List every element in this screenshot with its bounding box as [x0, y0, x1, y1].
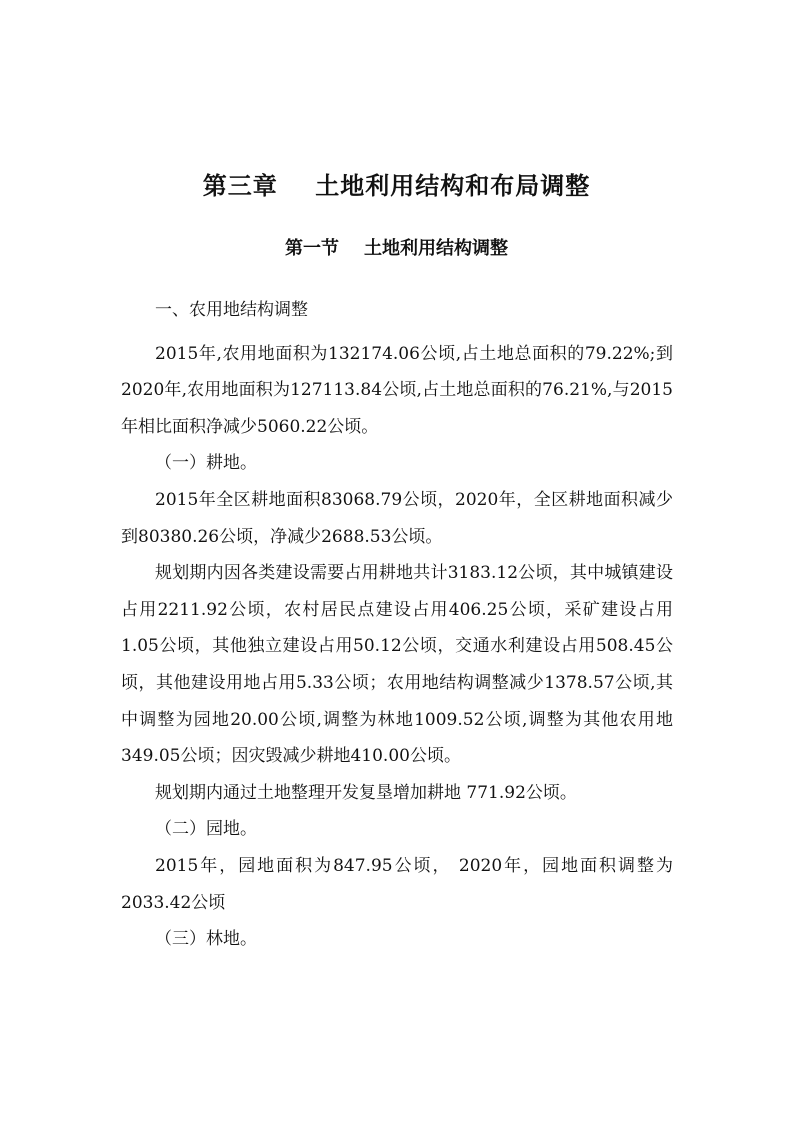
- subheading-cultivated-land: （一）耕地。: [155, 453, 257, 474]
- subheading-forest-land: （三）林地。: [155, 929, 257, 950]
- paragraph-cultivated-area: 2015年全区耕地面积83068.79公顷，2020年，全区耕地面积减少到80380.26公顷，净减少2688.53公顷。: [121, 489, 673, 547]
- document-body: [121, 292, 673, 958]
- paragraph-garden-area: 2015年，园地面积为847.95公顷， 2020年，园地面积调整为2033.42公顷: [121, 855, 673, 913]
- chapter-title: 第三章 土地利用结构和布局调整: [202, 172, 591, 200]
- heading-farmland-structure: 一、农用地结构调整: [155, 300, 308, 320]
- section-title: 第一节 土地利用结构调整: [284, 238, 509, 259]
- paragraph-farmland-area: 2015年,农用地面积为132174.06公顷,占土地总面积的79.22%;到2020年,农用地面积为127113.84公顷,占土地总面积的76.21%,与2015年相比面积净减少5060.22公顷。: [121, 343, 673, 437]
- paragraph-cultivated-occupation: 规划期内因各类建设需要占用耕地共计3183.12公顷，其中城镇建设占用2211.92公顷，农村居民点建设占用406.25公顷，采矿建设占用1.05公顷，其他独立建设占用50.12公顷，交通水利建设占用508.45公顷，其他建设用地占用5.33公顷；农用地结构调整减少1378.57公顷,其中调整为园地20.00公顷,调整为林地1009.52公顷,调整为其他农用地349.05公顷；因灾毁减少耕地410.00公顷。: [121, 563, 673, 767]
- subheading-garden-land: （二）园地。: [155, 819, 257, 840]
- paragraph-cultivated-increase: 规划期内通过土地整理开发复垦增加耕地 771.92公顷。: [155, 782, 577, 803]
